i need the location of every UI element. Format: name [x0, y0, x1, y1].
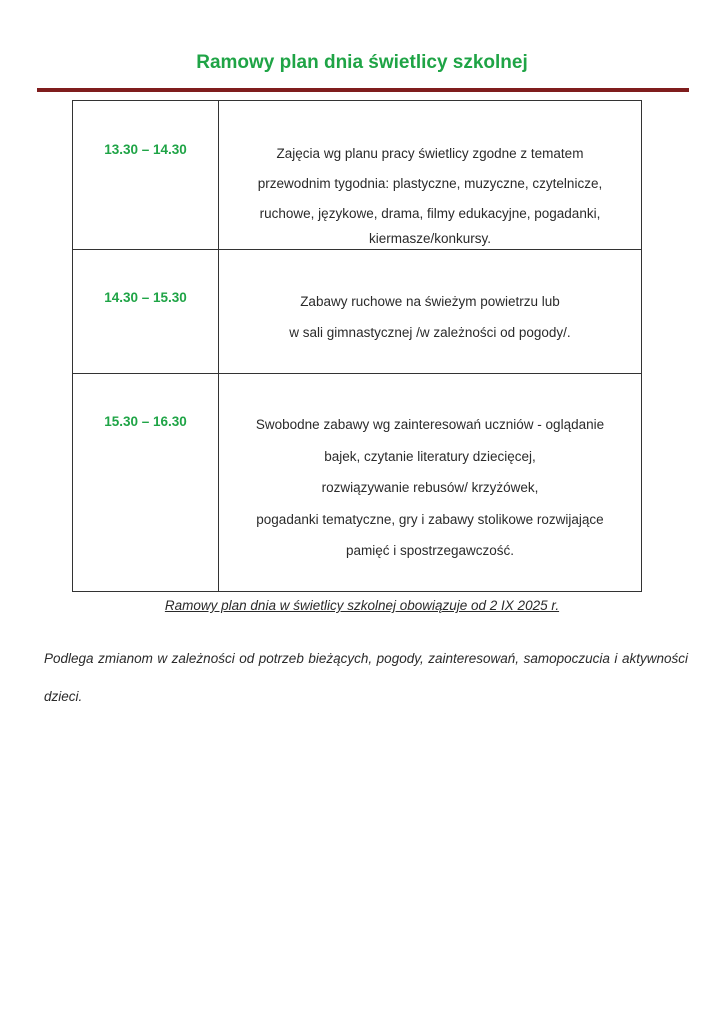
activity-line: Zabawy ruchowe na świeżym powietrzu lub [300, 294, 560, 309]
validity-note [0, 598, 724, 613]
time-cell [73, 101, 219, 250]
table-row [73, 374, 642, 592]
activity-line: ruchowe, językowe, drama, filmy edukacyjne, pogadanki, [259, 206, 601, 221]
activity-cell [219, 374, 642, 592]
activity-cell [219, 101, 642, 250]
table-row [73, 250, 642, 374]
page-title: Ramowy plan dnia świetlicy szkolnej [196, 52, 528, 73]
activity-line: Swobodne zabawy wg zainteresowań uczniów - oglądanie [255, 417, 605, 432]
time-range: 15.30 – 16.30 [104, 414, 187, 429]
schedule-table [72, 100, 642, 592]
activity-line: Zajęcia wg planu pracy świetlicy zgodne z tematem [276, 146, 584, 161]
time-range: 14.30 – 15.30 [104, 290, 187, 305]
time-range: 13.30 – 14.30 [104, 142, 187, 157]
activity-line: pamięć i spostrzegawczość. [345, 543, 515, 558]
activity-line: pogadanki tematyczne, gry i zabawy stolikowe rozwijające [256, 511, 604, 527]
activity-line: przewodnim tygodnia: plastyczne, muzyczne, czytelnicze, [257, 176, 603, 191]
validity-note-text: Ramowy plan dnia w świetlicy szkolnej obowiązuje od 2 IX 2025 r. [164, 598, 560, 613]
notes-paragraph: Podlega zmianom w zależności od potrzeb bieżących, pogody, zainteresowań, samopoczucia i aktywności dzieci. [44, 651, 688, 704]
table-row [73, 101, 642, 250]
activity-cell [219, 250, 642, 374]
activity-line: w sali gimnastycznej /w zależności od pogody/. [289, 325, 571, 340]
activity-line: kiermasze/konkursy. [368, 231, 492, 246]
activity-line: rozwiązywanie rebusów/ krzyżówek, [321, 480, 539, 495]
time-cell [73, 250, 219, 374]
title-divider [37, 88, 689, 92]
activity-line: bajek, czytanie literatury dziecięcej, [324, 448, 536, 464]
time-cell [73, 374, 219, 592]
